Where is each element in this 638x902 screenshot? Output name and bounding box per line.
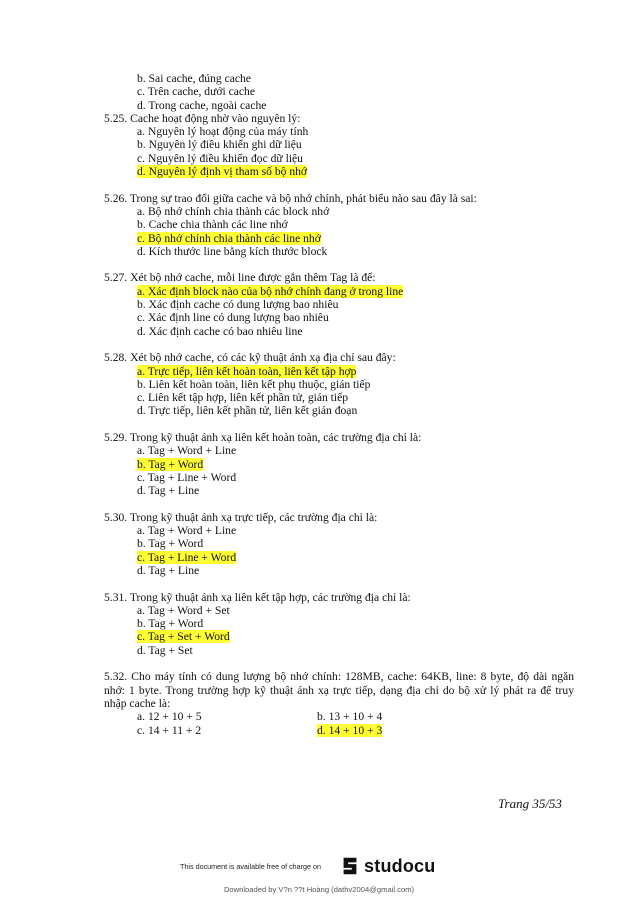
question-title: 5.30. Trong kỹ thuật ánh xạ trực tiếp, các trường địa chỉ là: [104,510,378,524]
option-line [104,165,574,178]
option-line [104,298,574,311]
option-text: d. Tag + Set [137,643,193,657]
option-text: d. Tag + Line [137,484,200,498]
option-line [104,471,574,484]
option-text: d. Xác định cache có bao nhiêu line [137,324,303,338]
option-line [104,152,574,165]
option-line [104,125,574,138]
question-list [104,112,574,657]
option-line [104,564,574,577]
logo-text: studocu [364,855,436,876]
option-text: d. Tag + Line [137,563,200,577]
question-title: 5.32. Cho máy tính có dung lượng bộ nhớ chính: 128MB, cache: 64KB, line: 8 byte, độ dài ngăn nhớ: 1 byte. Trong trường hợp kỹ thuật ánh xạ trực tiếp, dạng địa chỉ do bộ xử lý phát ra để truy nhập cache là: [104,670,574,710]
option-line [104,551,574,564]
option-line [104,138,574,151]
option-text: a. Tag + Word + Set [137,603,230,617]
answer-option: a. Trực tiếp, liên kết hoàn toàn, liên kết tập hợp [137,364,357,378]
question-block [104,112,574,178]
option-c: c. Trên cache, dưới cache [137,85,255,99]
option-text: a. Tag + Word + Line [137,444,237,458]
option-line [104,630,574,643]
question-block [104,511,574,577]
option-line [104,365,574,378]
option-line [104,458,574,471]
studocu-logo[interactable] [339,855,435,877]
option-text: c. Liên kết tập hợp, liên kết phần tử, gián tiếp [137,391,349,405]
page-number: Trang 35/53 [498,796,562,811]
question-title: 5.25. Cache hoạt động nhờ vào nguyên lý: [104,111,301,125]
downloaded-by-line: Downloaded by V?n ??t Hoàng (dathv2004@gmail.com) [223,885,415,894]
question-block [104,351,574,417]
option-a: a. 12 + 10 + 5 [137,710,202,724]
option-line [104,391,574,404]
question-5-24-tail [104,72,574,112]
question-title: 5.31. Trong kỹ thuật ánh xạ liên kết tập hợp, các trường địa chỉ là: [104,590,411,604]
option-text: b. Tag + Word [137,617,204,631]
question-title: 5.26. Trong sự trao đổi giữa cache và bộ nhớ chính, phát biểu nào sau đây là sai: [104,191,477,205]
option-text: a. Tag + Word + Line [137,524,237,538]
option-line [104,311,574,324]
question-title: 5.29. Trong kỹ thuật ánh xạ liên kết hoàn toàn, các trường địa chỉ là: [104,431,422,445]
studocu-banner[interactable] [180,855,435,877]
option-line [104,617,574,630]
option-text: c. Nguyên lý điều khiển đọc dữ liệu [137,151,303,165]
option-line [104,285,574,298]
option-text: b. Cache chia thành các line nhớ [137,218,288,232]
option-row [104,710,574,723]
option-text: b. Tag + Word [137,537,204,551]
document-content [104,72,574,737]
option-c: c. 14 + 11 + 2 [137,723,202,737]
option-d-answer: d. 14 + 10 + 3 [317,723,383,737]
answer-option: a. Xác định block nào của bộ nhớ chính đang ở trong line [137,284,404,298]
answer-option: d. Nguyên lý định vị tham số bộ nhớ [137,165,308,179]
answer-option: c. Tag + Line + Word [137,550,237,564]
option-text: c. Tag + Line + Word [137,470,237,484]
option-text: b. Liên kết hoàn toàn, liên kết phụ thuộc, gián tiếp [137,377,371,391]
question-title: 5.27. Xét bộ nhớ cache, mỗi line được gắn thêm Tag là để: [104,271,376,285]
answer-option: b. Tag + Word [137,457,204,471]
option-line [104,524,574,537]
option-line [104,218,574,231]
option-text: d. Trực tiếp, liên kết phần tử, liên kết gián đoạn [137,404,358,418]
option-line [104,537,574,550]
question-5-32 [104,670,574,736]
option-text: a. Bộ nhớ chính chia thành các block nhớ [137,204,330,218]
option-line [104,404,574,417]
option-line [104,245,574,258]
option-row [104,724,574,737]
option-text: b. Nguyên lý điều khiển ghi dữ liệu [137,138,302,152]
option-line [104,325,574,338]
option-text: a. Nguyên lý hoạt động của máy tính [137,125,309,139]
option-text: c. Xác định line có dung lượng bao nhiêu [137,311,329,325]
question-block [104,431,574,497]
question-title: 5.28. Xét bộ nhớ cache, có các kỹ thuật ánh xạ địa chỉ sau đây: [104,351,396,365]
studocu-logo-icon [339,855,361,877]
question-block [104,192,574,258]
option-line [104,644,574,657]
question-block [104,271,574,337]
option-line [104,484,574,497]
option-text: b. Xác định cache có dung lượng bao nhiêu [137,298,339,312]
option-line [104,444,574,457]
answer-option: c. Tag + Set + Word [137,630,230,644]
banner-text: This document is available free of charge on [180,861,322,871]
answer-option: c. Bộ nhớ chính chia thành các line nhớ [137,231,321,245]
option-line [104,205,574,218]
option-line [104,378,574,391]
option-line [104,232,574,245]
option-b: b. 13 + 10 + 4 [317,710,383,724]
question-block [104,591,574,657]
option-line [104,604,574,617]
option-d: d. Trong cache, ngoài cache [137,98,267,112]
option-text: d. Kích thước line bằng kích thước block [137,244,328,258]
option-b: b. Sai cache, đúng cache [137,72,251,85]
